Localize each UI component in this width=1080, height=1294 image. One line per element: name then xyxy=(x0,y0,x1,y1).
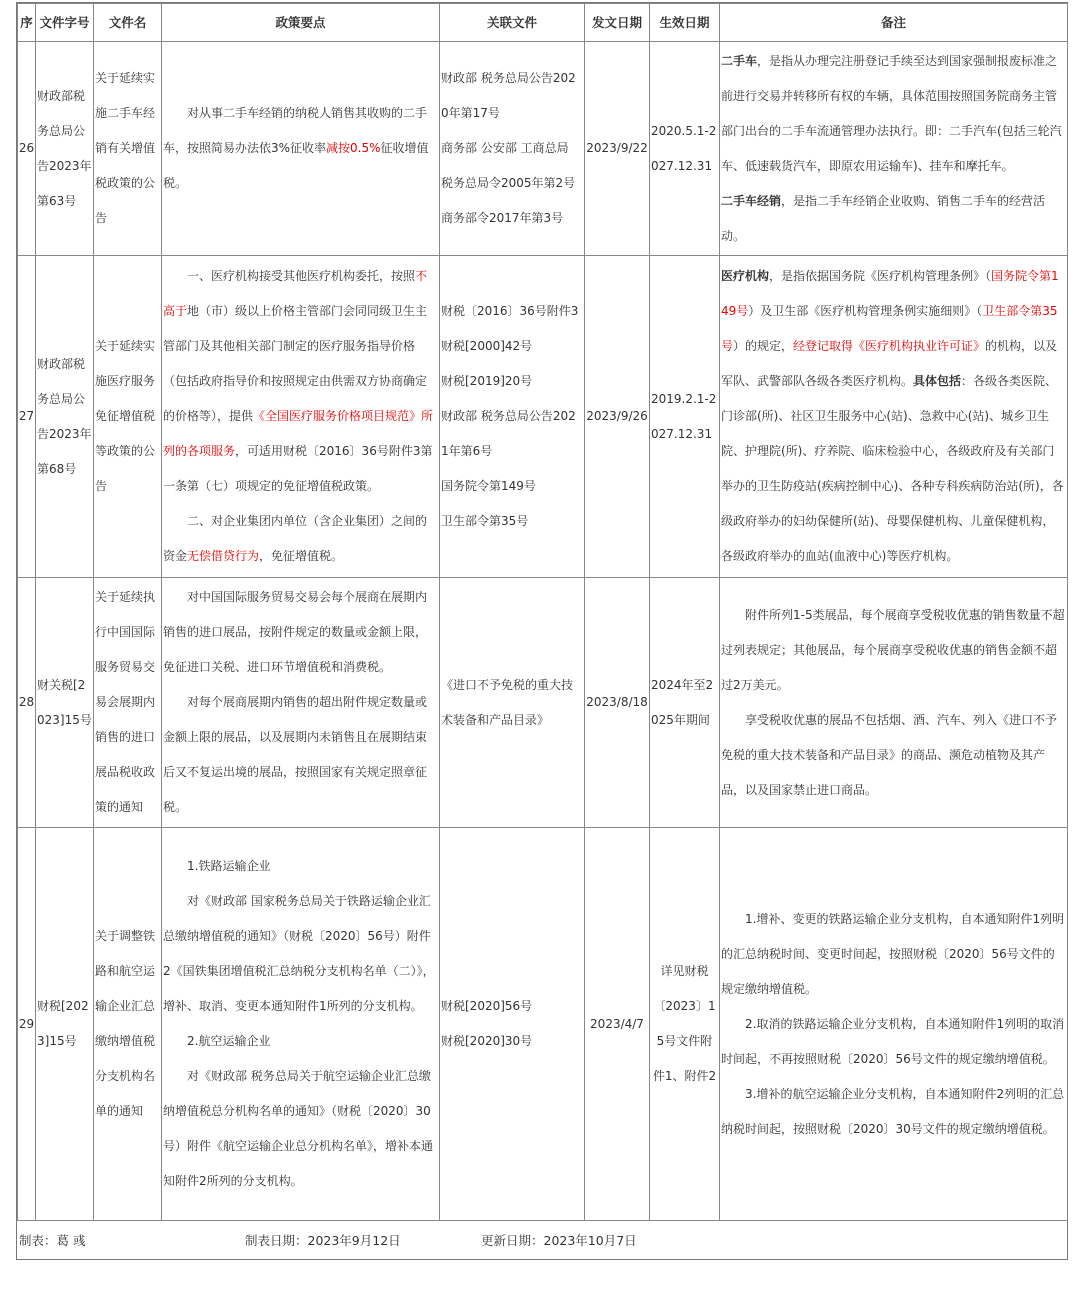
header-cell: 文件字号 xyxy=(36,4,94,42)
row-number: 26 xyxy=(18,42,36,256)
header-cell: 政策要点 xyxy=(162,4,440,42)
text-run: ，是指二手车经销企业收购、销售二手车的经营活动。 xyxy=(721,193,1046,243)
document-number: 财关税[2023]15号 xyxy=(36,578,94,828)
text-run: 的机构，以及军队、武警部队各级各类医疗机构。 xyxy=(721,339,1058,388)
header-cell: 生效日期 xyxy=(650,4,720,42)
related-file: 财税[2020]30号 xyxy=(441,1034,533,1048)
policy-paragraph xyxy=(163,1024,438,1059)
notes xyxy=(720,256,1068,578)
text-run: 1.增补、变更的铁路运输企业分支机构，自本通知附件1列明的汇总纳税时间、变更时间起，按照财税〔2020〕56号文件的规定缴纳增值税。 xyxy=(721,911,1065,996)
effective-date: 详见财税〔2023〕15号文件附件1、附件2 xyxy=(650,828,720,1221)
header-row xyxy=(18,4,1068,42)
policy-points xyxy=(162,828,440,1221)
notes xyxy=(720,42,1068,256)
note-paragraph xyxy=(721,1007,1066,1077)
header-cell: 关联文件 xyxy=(440,4,585,42)
related-files xyxy=(440,42,585,256)
policy-paragraph xyxy=(163,849,438,884)
policy-table xyxy=(17,3,1068,1257)
text-run: 二、对企业集团内单位（含企业集团）之间的资金 xyxy=(163,514,428,563)
text-run: 医疗机构 xyxy=(721,269,770,283)
text-run: 经登记取得《医疗机构执业许可证》 xyxy=(793,339,986,353)
notes xyxy=(720,828,1068,1221)
text-run: 3.增补的航空运输企业分支机构，自本通知附件2列明的汇总纳税时间起，按照财税〔2020〕30号文件的规定缴纳增值税。 xyxy=(721,1086,1065,1136)
text-run: 《全国医疗服务价格项目规范》所列的各项服务 xyxy=(163,409,434,458)
row-number: 28 xyxy=(18,578,36,828)
table-row xyxy=(18,256,1068,578)
related-files xyxy=(440,578,585,828)
text-run: 对《财政部 税务总局关于航空运输企业汇总缴纳增值税总分机构名单的通知》（财税〔2020〕30号）附件《航空运输企业总分机构名单》，增补本通知附件2所列的分支机构。 xyxy=(163,1069,434,1188)
policy-paragraph xyxy=(163,259,438,504)
policy-table-sheet xyxy=(16,2,1068,1260)
updated-date: 更新日期：2023年10月7日 xyxy=(481,1233,637,1248)
text-run: 征收增值税。 xyxy=(163,141,429,190)
document-name: 关于延续执行中国国际服务贸易交易会展期内销售的进口展品税收政策的通知 xyxy=(94,578,162,828)
header-cell: 发文日期 xyxy=(585,4,650,42)
text-run: ，是指依据国务院《医疗机构管理条例》（ xyxy=(769,269,992,283)
policy-paragraph xyxy=(163,504,438,574)
note-paragraph xyxy=(721,902,1066,1007)
text-run: 国务院令第149号 xyxy=(721,269,1059,318)
table-row xyxy=(18,42,1068,256)
text-run: 对中国国际服务贸易交易会每个展商在展期内销售的进口展品，按附件规定的数量或金额上限，免征进口关税、进口环节增值税和消费税。 xyxy=(163,590,428,674)
header-cell: 文件名 xyxy=(94,4,162,42)
policy-paragraph xyxy=(163,685,438,825)
maker-label: 制表：葛 彧 xyxy=(19,1233,86,1248)
text-run: 附件所列1-5类展品，每个展商享受税收优惠的销售数量不超过列表规定；其他展品，每个展商享受税收优惠的销售金额不超过2万美元。 xyxy=(721,607,1065,692)
text-run: 具体包括 xyxy=(913,374,962,388)
text-run: 享受税收优惠的展品不包括烟、酒、汽车、列入《进口不予免税的重大技术装备和产品目录》的商品、濒危动植物及其产品，以及国家禁止进口商品。 xyxy=(721,712,1058,797)
related-file: 财政部 税务总局公告2020年第17号 xyxy=(441,71,576,120)
policy-paragraph xyxy=(163,884,438,1024)
effective-date: 2019.2.1-2027.12.31 xyxy=(650,256,720,578)
text-run: 地（市）级以上价格主管部门会同同级卫生主管部门及其他相关部门制定的医疗服务指导价格（包括政府指导价和按照规定由供需双方协商确定的价格等），提供 xyxy=(163,304,428,423)
row-number: 29 xyxy=(18,828,36,1221)
text-run: 对每个展商展期内销售的超出附件规定数量或金额上限的展品，以及展期内未销售且在展期结束后又不复运出境的展品，按照国家有关规定照章征税。 xyxy=(163,695,428,814)
related-file: 商务部令2017年第3号 xyxy=(441,211,564,225)
issue-date: 2023/9/26 xyxy=(585,256,650,578)
document-name: 关于延续实施二手车经销有关增值税政策的公告 xyxy=(94,42,162,256)
text-run: ，可适用财税〔2016〕36号附件3第一条第（七）项规定的免征增值税政策。 xyxy=(163,444,433,493)
text-run: 一、医疗机构接受其他医疗机构委托，按照 xyxy=(187,269,416,283)
made-date: 制表日期：2023年9月12日 xyxy=(245,1233,401,1248)
table-footer xyxy=(17,1223,1067,1259)
related-file: 财税〔2016〕36号附件3 xyxy=(441,304,579,318)
text-run: ，是指从办理完注册登记手续至达到国家强制报废标准之前进行交易并转移所有权的车辆，具体范围按照国务院商务主管部门出台的二手车流通管理办法执行。即：二手汽车(包括三轮汽车、低速载货汽车，即原农用运输车)、挂车和摩托车。 xyxy=(721,53,1062,173)
related-files xyxy=(440,256,585,578)
related-files xyxy=(440,828,585,1221)
text-run: 二手车 xyxy=(721,53,758,68)
table-row xyxy=(18,578,1068,828)
text-run: 1.铁路运输企业 xyxy=(187,859,271,873)
policy-points xyxy=(162,42,440,256)
policy-points xyxy=(162,256,440,578)
note-paragraph xyxy=(721,598,1066,703)
related-file: 财税[2000]42号 xyxy=(441,339,533,353)
note-paragraph xyxy=(721,184,1066,254)
text-run: 对《财政部 国家税务总局关于铁路运输企业汇总缴纳增值税的通知》（财税〔2020〕56号）附件2《国铁集团增值税汇总纳税分支机构名单（二）》，增补、取消、变更本通知附件1所列的分支机构。 xyxy=(163,894,435,1013)
text-run: 卫生部令第35号 xyxy=(721,304,1058,353)
header-cell: 序 xyxy=(18,4,36,42)
policy-paragraph xyxy=(163,1059,438,1199)
text-run: 无偿借贷行为 xyxy=(187,549,260,563)
row-number: 27 xyxy=(18,256,36,578)
related-file: 商务部 公安部 工商总局 税务总局令2005年第2号 xyxy=(441,141,576,190)
effective-date: 2024年至2025年期间 xyxy=(650,578,720,828)
related-file: 国务院令第149号 xyxy=(441,479,536,493)
note-paragraph xyxy=(721,44,1066,184)
text-run: 2.航空运输企业 xyxy=(187,1034,271,1048)
document-name: 关于调整铁路和航空运输企业汇总缴纳增值税分支机构名单的通知 xyxy=(94,828,162,1221)
text-run: ）及卫生部《医疗机构管理条例实施细则》（ xyxy=(748,304,983,318)
related-file: 卫生部令第35号 xyxy=(441,514,529,528)
issue-date: 2023/9/22 xyxy=(585,42,650,256)
document-number: 财政部税务总局公告2023年第63号 xyxy=(36,42,94,256)
text-run: 2.取消的铁路运输企业分支机构，自本通知附件1列明的取消时间起，不再按照财税〔2020〕56号文件的规定缴纳增值税。 xyxy=(721,1016,1065,1066)
notes xyxy=(720,578,1068,828)
text-run: 对从事二手车经销的纳税人销售其收购的二手车，按照简易办法依3%征收率 xyxy=(163,106,428,155)
text-run: 二手车经销 xyxy=(721,193,782,208)
note-paragraph xyxy=(721,259,1066,574)
text-run: 减按0.5% xyxy=(326,141,381,155)
effective-date: 2020.5.1-2027.12.31 xyxy=(650,42,720,256)
document-number: 财政部税务总局公告2023年第68号 xyxy=(36,256,94,578)
document-name: 关于延续实施医疗服务免征增值税等政策的公告 xyxy=(94,256,162,578)
header-cell: 备注 xyxy=(720,4,1068,42)
note-paragraph xyxy=(721,703,1066,808)
text-run: ，免征增值税。 xyxy=(259,549,344,563)
issue-date: 2023/4/7 xyxy=(585,828,650,1221)
note-paragraph xyxy=(721,1077,1066,1147)
related-file: 《进口不予免税的重大技术装备和产品目录》 xyxy=(441,677,574,727)
related-file: 财政部 税务总局公告2021年第6号 xyxy=(441,409,576,458)
text-run: ：各级各类医院、门诊部(所)、社区卫生服务中心(站)、急救中心(站)、城乡卫生院、护理院(所)、疗养院、临床检验中心，各级政府及有关部门举办的卫生防疫站(疾病控制中心)、各种专科疾病防治站(所)，各级政府举办的妇幼保健所(站)、母婴保健机构、儿童保健机构，各级政府举办的血站(血液中心)等医疗机构。 xyxy=(721,374,1064,563)
document-number: 财税[2023]15号 xyxy=(36,828,94,1221)
table-row xyxy=(18,828,1068,1221)
text-run: 不高于 xyxy=(163,269,428,318)
issue-date: 2023/8/18 xyxy=(585,578,650,828)
text-run: ）的规定， xyxy=(733,339,794,353)
related-file: 财税[2019]20号 xyxy=(441,374,533,388)
related-file: 财税[2020]56号 xyxy=(441,999,533,1013)
policy-paragraph xyxy=(163,96,438,201)
policy-paragraph xyxy=(163,580,438,685)
policy-points xyxy=(162,578,440,828)
